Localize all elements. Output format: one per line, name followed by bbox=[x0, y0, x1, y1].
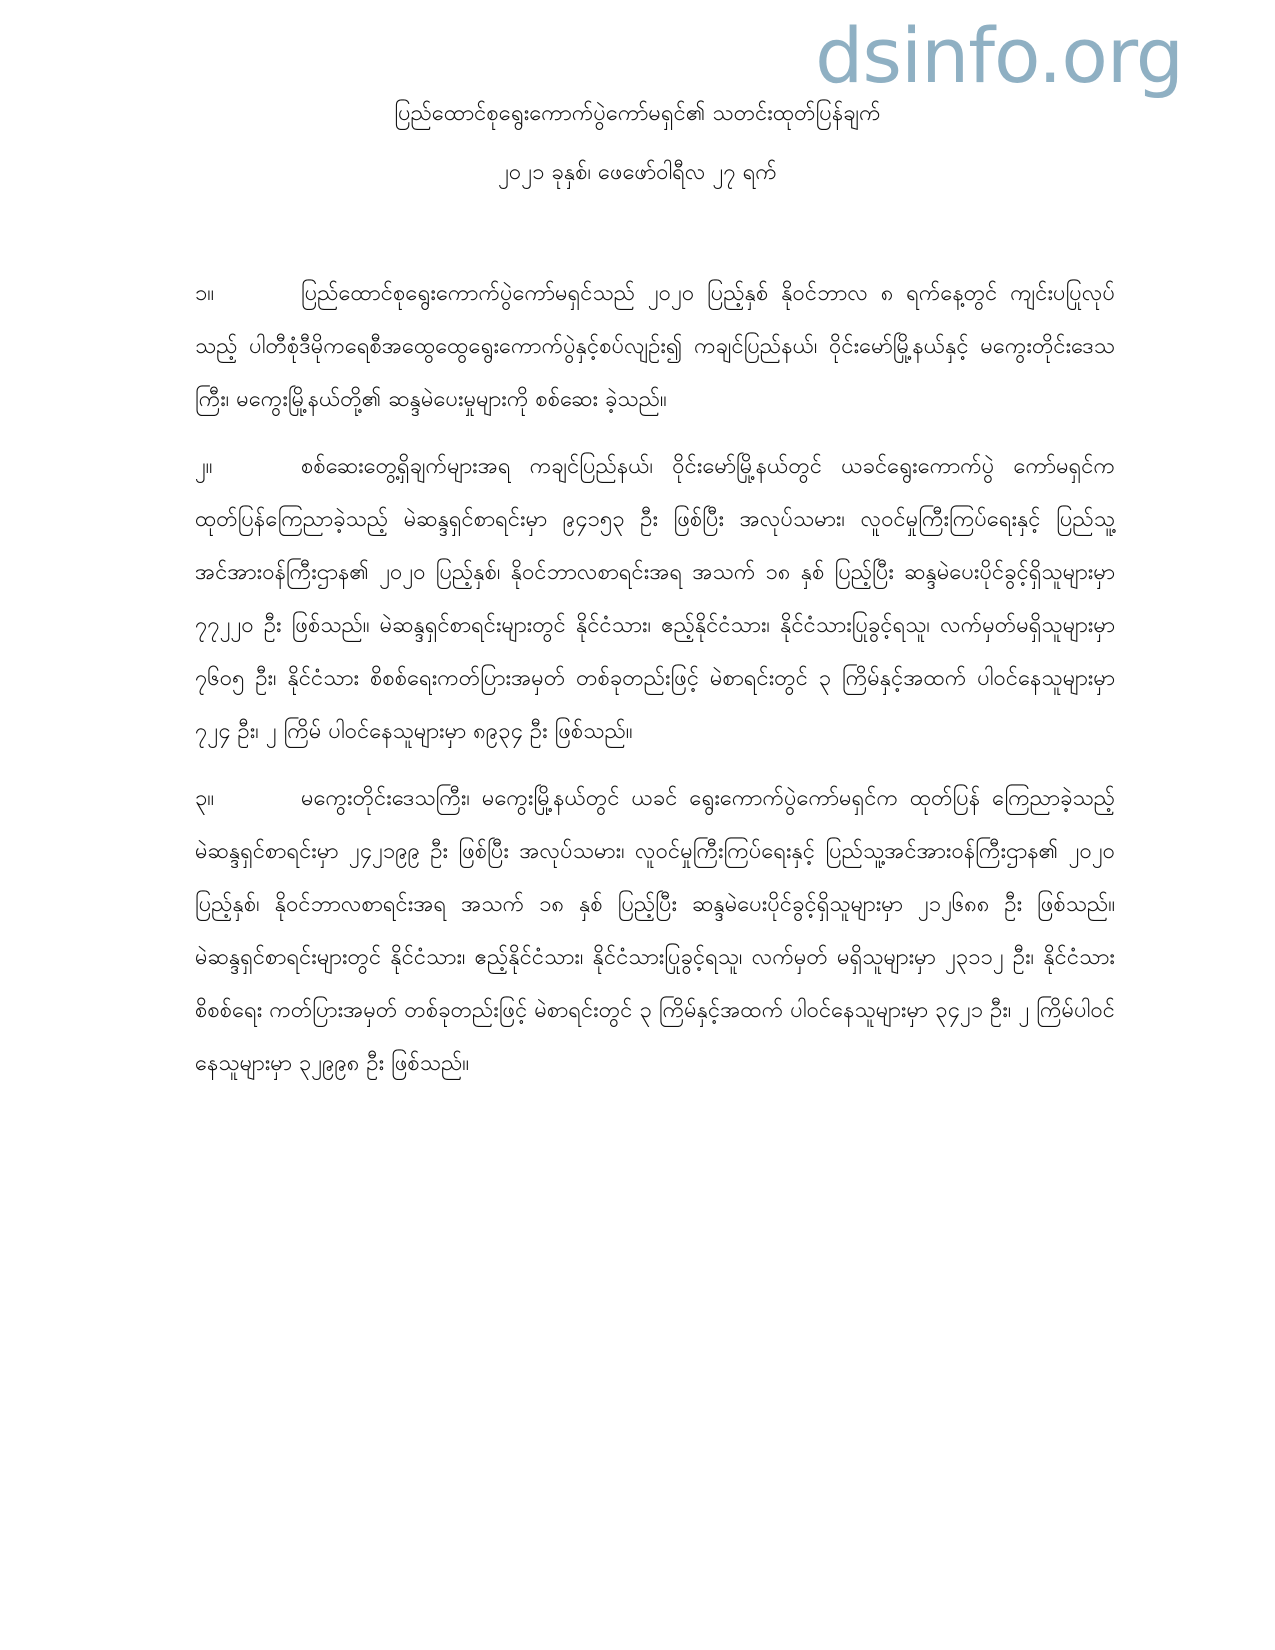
paragraph-text: ပြည်ထောင်စုရွေးကောက်ပွဲကော်မရှင်သည် ၂၀၂၀ ပြည့်နှစ် နိုဝင်ဘာလ ၈ ရက်နေ့တွင် ကျင်းပပြုလုပ်သည့် ပါတီစုံဒီမိုကရေစီအထွေထွေရွေးကောက်ပွဲနှင့်စပ်လျဉ်း၍ ကချင်ပြည်နယ်၊ ဝိုင်းမော်မြို့နယ်နှင့် မကွေးတိုင်းဒေသကြီး၊ မကွေးမြို့နယ်တို့၏ ဆန္ဒမဲပေးမှုများကို စစ်ဆေး ခဲ့သည်။ bbox=[195, 281, 1115, 412]
document-date: ၂၀၂၁ ခုနှစ်၊ ဖေဖော်ဝါရီလ ၂၇ ရက် bbox=[498, 160, 777, 185]
watermark-logo: dsinfo.org bbox=[815, 11, 1183, 100]
paragraph-number: ၃။ bbox=[195, 786, 215, 811]
document-title: ပြည်ထောင်စုရွေးကောက်ပွဲကော်မရှင်၏ သတင်းထုတ်ပြန်ချက် bbox=[394, 101, 881, 126]
paragraph-number: ၂။ bbox=[195, 454, 213, 479]
document-body bbox=[195, 267, 1115, 1104]
paragraph-3 bbox=[195, 772, 1115, 1090]
paragraph-text: မကွေးတိုင်းဒေသကြီး၊ မကွေးမြို့နယ်တွင် ယခင် ရွေးကောက်ပွဲကော်မရှင်က ထုတ်ပြန် ကြေညာခဲ့သည့် မဲဆန္ဒရှင်စာရင်းမှာ ၂၄၂၁၉၉ ဦး ဖြစ်ပြီး အလုပ်သမား၊ လူဝင်မှုကြီးကြပ်ရေးနှင့် ပြည်သူ့အင်အားဝန်ကြီးဌာန၏ ၂၀၂၀ ပြည့်နှစ်၊ နိုဝင်ဘာလစာရင်းအရ အသက် ၁၈ နှစ် ပြည့်ပြီး ဆန္ဒမဲပေးပိုင်ခွင့်ရှိသူများမှာ ၂၁၂၆၈၈ ဦး ဖြစ်သည်။ မဲဆန္ဒရှင်စာရင်းများတွင် နိုင်ငံသား၊ ဧည့်နိုင်ငံသား၊ နိုင်ငံသားပြုခွင့်ရသူ၊ လက်မှတ် မရှိသူများမှာ ၂၃၁၁၂ ဦး၊ နိုင်ငံသားစိစစ်ရေး ကတ်ပြားအမှတ် တစ်ခုတည်းဖြင့် မဲစာရင်းတွင် ၃ ကြိမ်နှင့်အထက် ပါဝင်နေသူများမှာ ၃၄၂၁ ဦး၊ ၂ ကြိမ်ပါဝင်နေသူများမှာ ၃၂၉၉၈ ဦး ဖြစ်သည်။ bbox=[195, 786, 1115, 1076]
paragraph-number: ၁။ bbox=[195, 281, 215, 306]
paragraph-1 bbox=[195, 267, 1115, 426]
paragraph-2 bbox=[195, 440, 1115, 758]
paragraph-text: စစ်ဆေးတွေ့ရှိချက်များအရ ကချင်ပြည်နယ်၊ ဝိုင်းမော်မြို့နယ်တွင် ယခင်ရွေးကောက်ပွဲ ကော်မရှင်က ထုတ်ပြန်ကြေညာခဲ့သည့် မဲဆန္ဒရှင်စာရင်းမှာ ၉၄၁၅၃ ဦး ဖြစ်ပြီး အလုပ်သမား၊ လူဝင်မှုကြီးကြပ်ရေးနှင့် ပြည်သူ့အင်အားဝန်ကြီးဌာန၏ ၂၀၂၀ ပြည့်နှစ်၊ နိုဝင်ဘာလစာရင်းအရ အသက် ၁၈ နှစ် ပြည့်ပြီး ဆန္ဒမဲပေးပိုင်ခွင့်ရှိသူများမှာ ၇၇၂၂၀ ဦး ဖြစ်သည်။ မဲဆန္ဒရှင်စာရင်းများတွင် နိုင်ငံသား၊ ဧည့်နိုင်ငံသား၊ နိုင်ငံသားပြုခွင့်ရသူ၊ လက်မှတ်မရှိသူများမှာ ၇၆၀၅ ဦး၊ နိုင်ငံသား စိစစ်ရေးကတ်ပြားအမှတ် တစ်ခုတည်းဖြင့် မဲစာရင်းတွင် ၃ ကြိမ်နှင့်အထက် ပါဝင်နေသူများမှာ ၇၂၄ ဦး၊ ၂ ကြိမ် ပါဝင်နေသူများမှာ ၈၉၃၄ ဦး ဖြစ်သည်။ bbox=[195, 454, 1115, 744]
